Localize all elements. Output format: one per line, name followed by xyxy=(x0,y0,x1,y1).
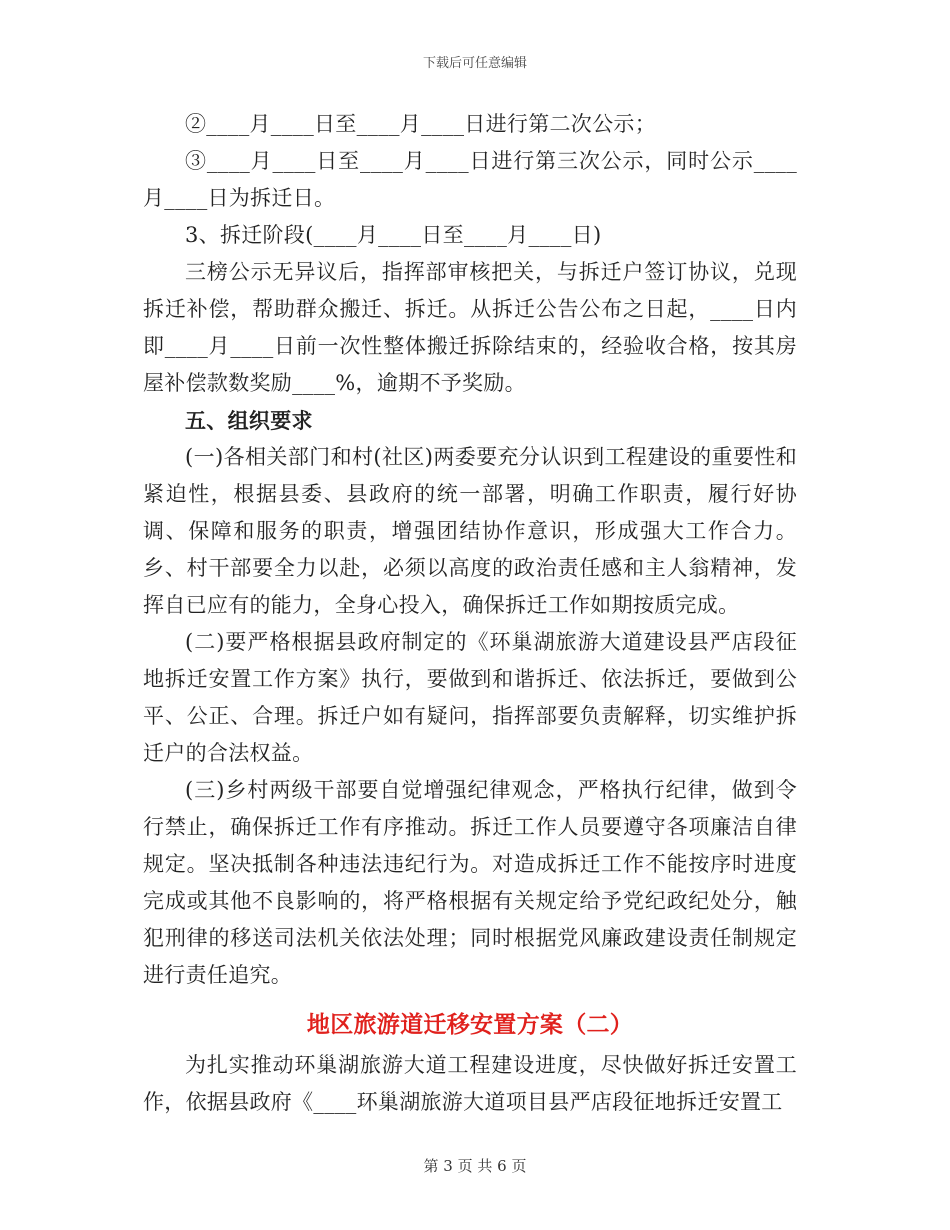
paragraph: (二)要严格根据县政府制定的《环巢湖旅游大道建设县严店段征地拆迁安置工作方案》执行，要做到和谐拆迁、依法拆迁，要做到公平、公正、合理。拆迁户如有疑问，指挥部要负责解释，切实维护拆迁户的合法权益。 xyxy=(143,630,797,765)
paragraph: ③____月____日至____月____日进行第三次公示，同时公示____月____日为拆迁日。 xyxy=(143,149,797,210)
page-header: 下载后可任意编辑 xyxy=(422,56,527,71)
page-footer: 第 3 页 共 6 页 xyxy=(423,1157,527,1175)
document-title: 地区旅游道迁移安置方案（二） xyxy=(306,1011,634,1038)
paragraph: (一)各相关部门和村(社区)两委要充分认识到工程建设的重要性和紧迫性，根据县委、县政府的统一部署，明确工作职责，履行好协调、保障和服务的职责，增强团结协作意识，形成强大工作合力。乡、村干部要全力以赴，必须以高度的政治责任感和主人翁精神，发挥自已应有的能力，全身心投入，确保拆迁工作如期按质完成。 xyxy=(143,445,797,617)
paragraph: 3、拆迁阶段(____月____日至____月____日) xyxy=(185,223,602,247)
paragraph: ②____月____日至____月____日进行第二次公示； xyxy=(185,112,656,136)
paragraph: (三)乡村两级干部要自觉增强纪律观念，严格执行纪律，做到令行禁止，确保拆迁工作有序推动。拆迁工作人员要遵守各项廉洁自律规定。坚决抵制各种违法违纪行为。对造成拆迁工作不能按序时进度完成或其他不良影响的，将严格根据有关规定给予党纪政纪处分，触犯刑律的移送司法机关依法处理；同时根据党风廉政建设责任制规定进行责任追究。 xyxy=(143,778,797,987)
document-body xyxy=(143,106,797,1121)
section-heading: 五、组织要求 xyxy=(185,408,313,433)
paragraph: 三榜公示无异议后，指挥部审核把关，与拆迁户签订协议，兑现拆迁补偿，帮助群众搬迁、拆迁。从拆迁公告公布之日起，____日内即____月____日前一次性整体搬迁拆除结束的，经验收合格，按其房屋补偿款数奖励____%，逾期不予奖励。 xyxy=(143,260,797,395)
paragraph: 为扎实推动环巢湖旅游大道工程建设进度，尽快做好拆迁安置工作，依据县政府《____环巢湖旅游大道项目县严店段征地拆迁安置工 xyxy=(143,1053,797,1114)
